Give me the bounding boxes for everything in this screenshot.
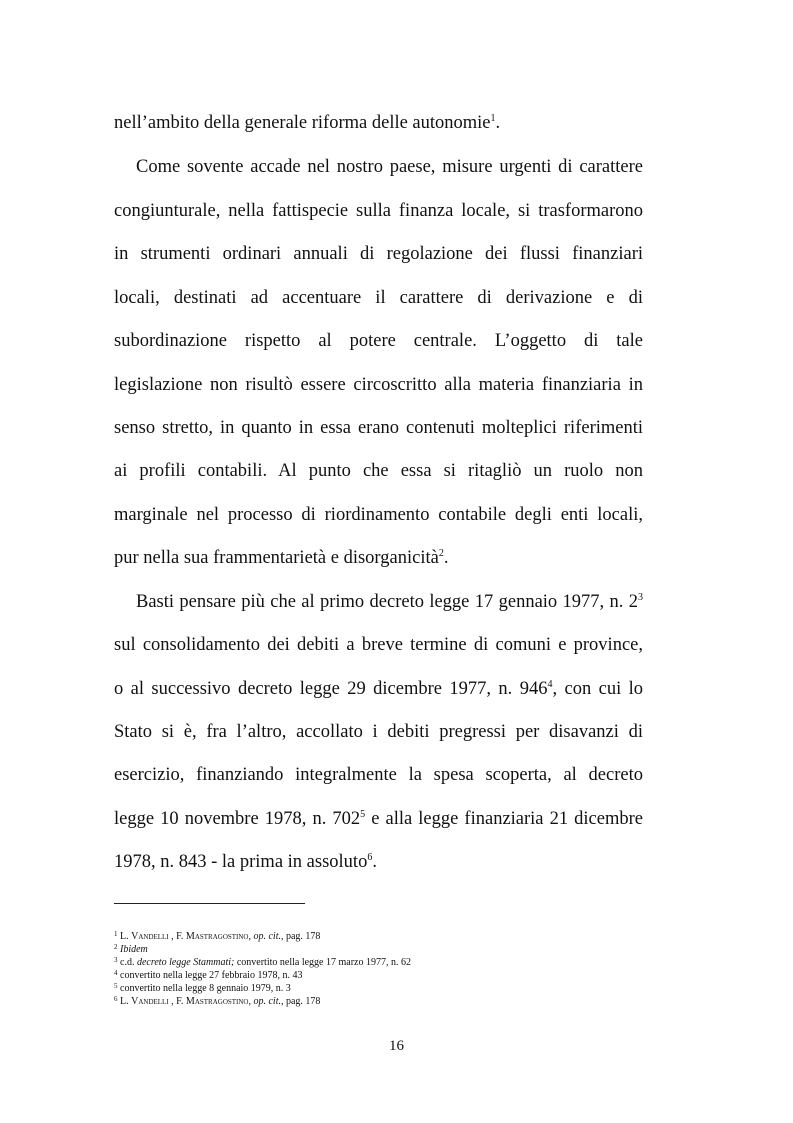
body-line: o al successivo decreto legge 29 dicembre 1977, n. $946^4$, con cui lo	[114, 679, 643, 699]
footnote: $^5$ convertito nella legge 8 gennaio 1979, n. 3	[114, 982, 291, 994]
footnote-ref[interactable]: 6	[367, 852, 373, 863]
body-line: sul consolidamento dei debiti a breve termine di comuni e province,	[114, 635, 643, 655]
body-line: marginale nel processo di riordinamento contabile degli enti locali,	[114, 505, 643, 525]
body-line: Come sovente accade nel nostro paese, misure urgenti di carattere	[136, 157, 643, 177]
page-number: 16	[389, 1038, 404, 1054]
body-line: legislazione non risultò essere circoscritto alla materia finanziaria in	[114, 375, 643, 395]
footnote: $^6$ L. Vandelli , F. Mastragostino, op. cit., pag. 178	[114, 995, 321, 1007]
body-line: 1978, n. 843 - la prima in assoluto$^6$.	[114, 852, 377, 872]
footnote: $^2$ Ibidem	[114, 943, 148, 955]
body-line: nell’ambito della generale riforma delle autonomie$^1$.	[114, 113, 501, 133]
footnote: $^1$ L. Vandelli , F. Mastragostino, op. cit., pag. 178	[114, 930, 321, 942]
footnote-ref[interactable]: 2	[438, 548, 444, 559]
body-line: Basti pensare più che al primo decreto legge 17 gennaio 1977, n. $2^3$	[136, 592, 643, 612]
body-line: ai profili contabili. Al punto che essa si ritagliò un ruolo non	[114, 461, 643, 481]
body-line: pur nella sua frammentarietà e disorganicità$^2$.	[114, 548, 449, 568]
body-line: esercizio, finanziando integralmente la spesa scoperta, al decreto	[114, 765, 643, 785]
footnote-ref[interactable]: 3	[638, 592, 643, 603]
body-line: congiunturale, nella fattispecie sulla finanza locale, si trasformarono	[114, 201, 643, 221]
footnote-ref[interactable]: 1	[490, 113, 496, 124]
footnote-separator	[114, 903, 305, 904]
footnote-ref[interactable]: 5	[360, 809, 366, 820]
body-line: subordinazione rispetto al potere centrale. L’oggetto di tale	[114, 331, 643, 351]
body-line: senso stretto, in quanto in essa erano contenuti molteplici riferimenti	[114, 418, 643, 438]
footnote-ref[interactable]: 4	[547, 679, 553, 690]
footnote: $^3$ c.d. decreto legge Stammati; convertito nella legge 17 marzo 1977, n. 62	[114, 956, 411, 968]
body-line: legge 10 novembre 1978, n. $702^5$ e alla legge finanziaria 21 dicembre	[114, 809, 643, 829]
body-line: locali, destinati ad accentuare il carattere di derivazione e di	[114, 288, 643, 308]
footnote: $^4$ convertito nella legge 27 febbraio 1978, n. 43	[114, 969, 303, 981]
body-line: Stato si è, fra l’altro, accollato i debiti pregressi per disavanzi di	[114, 722, 643, 742]
body-line: in strumenti ordinari annuali di regolazione dei flussi finanziari	[114, 244, 643, 264]
